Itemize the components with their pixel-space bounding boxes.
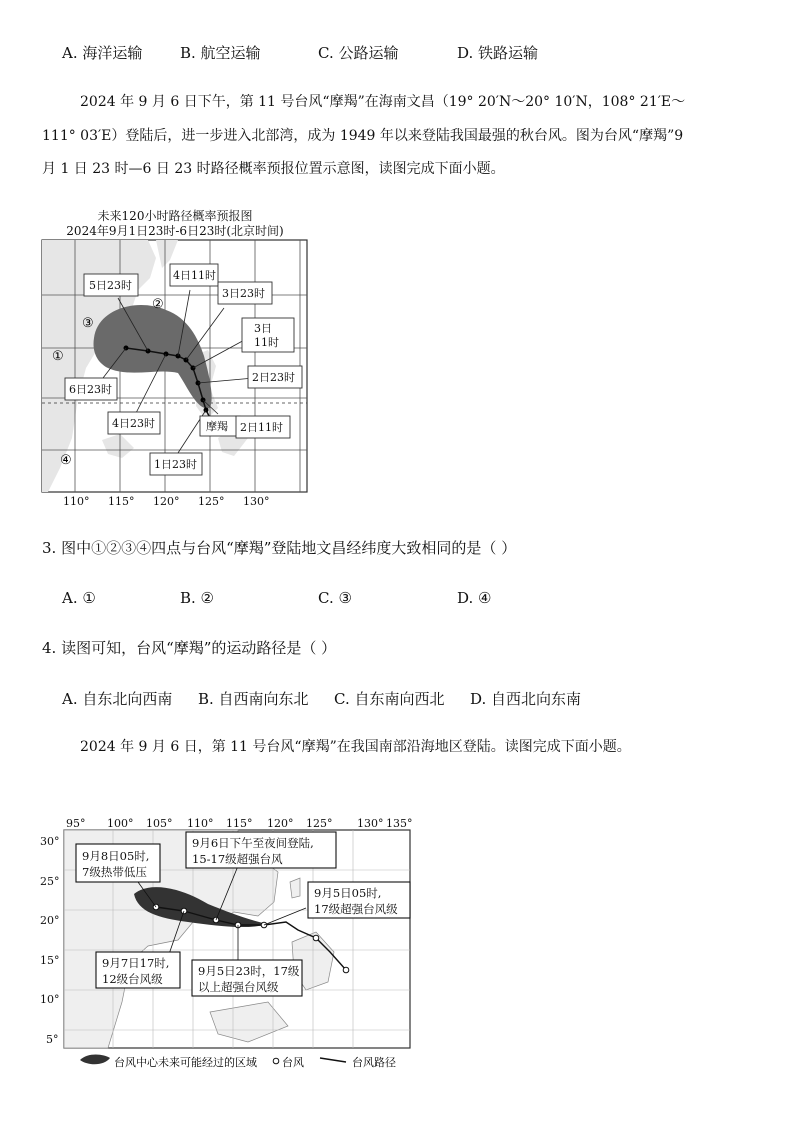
box3-line1: 9月5日05时, <box>314 886 382 900</box>
map1-xtick: 125° <box>198 495 225 508</box>
label-3d11b: 11时 <box>254 336 279 349</box>
intro1-line3: 月 1 日 23 时—6 日 23 时路径概率预报位置示意图，读图完成下面小题。 <box>42 161 505 177</box>
label-6d23: 6日23时 <box>69 383 112 396</box>
prev-option-b: B. 航空运输 <box>180 44 261 62</box>
q4-option-a: A. 自东北向西南 <box>62 690 173 708</box>
prev-option-d: D. 铁路运输 <box>457 44 539 62</box>
map2-xtick: 130° <box>357 817 384 830</box>
map2-ytick: 15° <box>40 954 60 967</box>
legend-area-swatch <box>80 1055 110 1065</box>
point-2: ② <box>152 297 164 312</box>
label-2d11: 2日11时 <box>240 421 283 434</box>
label-5d23: 5日23时 <box>89 279 132 292</box>
point-4: ④ <box>60 453 72 468</box>
label-2d23: 2日23时 <box>252 371 295 384</box>
label-3d23: 3日23时 <box>222 287 265 300</box>
map1-xtick: 110° <box>63 495 90 508</box>
legend-typhoon-label: 台风 <box>282 1056 304 1069</box>
box4-line1: 9月7日17时, <box>102 956 170 970</box>
map1-figure <box>38 238 313 508</box>
label-name: 摩羯 <box>206 420 228 433</box>
prev-option-c: C. 公路运输 <box>318 44 399 62</box>
intro1-line1: 2024 年 9 月 6 日下午，第 11 号台风“摩羯”在海南文昌（19° 20′N～20° 10′N，108° 21′E～ <box>80 94 686 110</box>
box2-line1: 9月6日下午至夜间登陆, <box>192 836 314 850</box>
map2-xtick: 125° <box>306 817 333 830</box>
map2-xtick: 135° <box>386 817 413 830</box>
legend-typhoon-swatch <box>273 1058 279 1064</box>
point-3: ③ <box>82 316 94 331</box>
label-4d23: 4日23时 <box>112 417 155 430</box>
box1-line1: 9月8日05时, <box>82 849 150 863</box>
q3-option-a: A. ① <box>62 589 96 607</box>
map2-ytick: 25° <box>40 875 60 888</box>
label-3d11a: 3日 <box>254 322 272 335</box>
map1-subtitle: 2024年9月1日23时-6日23时(北京时间) <box>66 224 284 238</box>
label-1d23: 1日23时 <box>154 458 197 471</box>
map2-ytick: 10° <box>40 993 60 1006</box>
q3-option-d: D. ④ <box>457 589 492 607</box>
box5-line2: 以上超强台风级 <box>198 980 279 994</box>
box2-line2: 15-17级超强台风 <box>192 852 283 866</box>
legend-path-swatch <box>320 1058 346 1062</box>
map1-xtick: 115° <box>108 495 135 508</box>
map2-xtick: 110° <box>187 817 214 830</box>
map2-xtick: 105° <box>146 817 173 830</box>
point-1: ① <box>52 349 64 364</box>
intro2: 2024 年 9 月 6 日，第 11 号台风“摩羯”在我国南部沿海地区登陆。读图完成下面小题。 <box>80 739 631 755</box>
box5-line1: 9月5日23时，17级 <box>198 964 300 978</box>
label-4d11: 4日11时 <box>173 269 216 282</box>
map2-ytick: 5° <box>46 1033 59 1046</box>
box4-line2: 12级台风级 <box>102 972 163 986</box>
box3-line2: 17级超强台风级 <box>314 902 398 916</box>
q4-stem: 4. 读图可知，台风“摩羯”的运动路径是（ ） <box>42 639 337 657</box>
q3-option-b: B. ② <box>180 589 215 607</box>
q3-option-c: C. ③ <box>318 589 352 607</box>
map2-ytick: 30° <box>40 835 60 848</box>
map1-xtick: 130° <box>243 495 270 508</box>
map2-xtick: 95° <box>66 817 86 830</box>
map2-xtick: 100° <box>107 817 134 830</box>
map2-xtick: 115° <box>226 817 253 830</box>
q3-stem: 3. 图中①②③④四点与台风“摩羯”登陆地文昌经纬度大致相同的是（ ） <box>42 539 517 557</box>
map2-xtick: 120° <box>267 817 294 830</box>
map1-xtick: 120° <box>153 495 180 508</box>
q4-option-c: C. 自东南向西北 <box>334 690 445 708</box>
box1-line2: 7级热带低压 <box>82 865 147 879</box>
map2-figure <box>38 812 418 1074</box>
map2-ytick: 20° <box>40 914 60 927</box>
map1-title: 未来120小时路径概率预报图 <box>97 209 253 223</box>
q4-option-d: D. 自西北向东南 <box>470 690 582 708</box>
legend-path-label: 台风路径 <box>352 1056 396 1069</box>
intro1-line2: 111° 03′E）登陆后，进一步进入北部湾，成为 1949 年以来登陆我国最强的秋台风。图为台风“摩羯”9 <box>42 128 684 144</box>
legend-area-label: 台风中心未来可能经过的区域 <box>114 1056 257 1069</box>
prev-option-a: A. 海洋运输 <box>62 44 143 62</box>
q4-option-b: B. 自西南向东北 <box>198 690 309 708</box>
